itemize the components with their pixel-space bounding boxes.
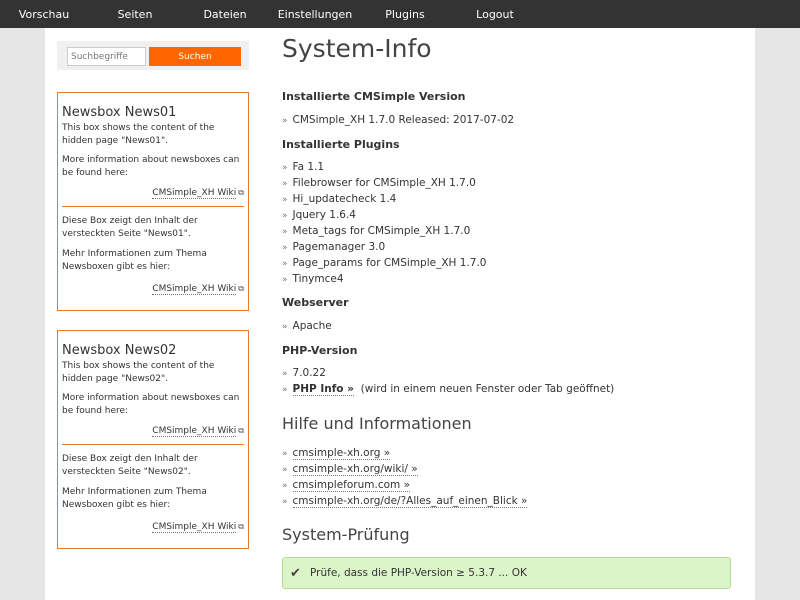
list-item: » 7.0.22 xyxy=(282,367,326,379)
check-result-text: Prüfe, dass die PHP-Version ≥ 5.3.7 ... OK xyxy=(310,567,527,579)
check-icon: ✔ xyxy=(290,566,301,581)
plugins-list xyxy=(282,159,486,287)
list-item: » Hi_updatecheck 1.4 xyxy=(282,193,397,205)
newsbox-text-de: Diese Box zeigt den Inhalt der versteckten Seite "News02". xyxy=(62,454,198,477)
external-link-icon: ⧉ xyxy=(238,522,244,531)
nav-dateien[interactable]: Dateien xyxy=(203,8,247,21)
list-item: » Fa 1.1 xyxy=(282,161,325,173)
newsbox-more-text-de: Mehr Informationen zum Thema Newsboxen gibt es hier: xyxy=(62,249,207,272)
bullet-icon: » xyxy=(282,481,288,491)
bullet-icon: » xyxy=(282,195,288,205)
wiki-link-de[interactable]: CMSimple_XH Wiki xyxy=(152,284,237,294)
list-item xyxy=(282,461,527,477)
version-list xyxy=(282,112,514,128)
system-check-heading: System-Prüfung xyxy=(282,525,410,544)
bullet-icon: » xyxy=(282,227,288,237)
newsbox-wiki-line-de xyxy=(62,520,244,534)
wiki-link-de[interactable]: CMSimple_XH Wiki xyxy=(152,522,237,532)
nav-seiten[interactable]: Seiten xyxy=(117,8,153,21)
list-item xyxy=(282,381,614,397)
help-heading: Hilfe und Informationen xyxy=(282,414,472,433)
wiki-link[interactable]: CMSimple_XH Wiki xyxy=(152,426,237,436)
help-links-list xyxy=(282,445,527,509)
top-navigation xyxy=(0,0,800,28)
nav-einstellungen[interactable]: Einstellungen xyxy=(277,8,353,21)
bullet-icon: » xyxy=(282,275,288,285)
newsbox-wiki-line xyxy=(62,424,244,438)
plugins-heading: Installierte Plugins xyxy=(282,138,400,151)
list-item xyxy=(282,477,527,493)
bullet-icon: » xyxy=(282,497,288,507)
page-title: System-Info xyxy=(282,34,432,63)
nav-plugins[interactable]: Plugins xyxy=(385,8,425,21)
page-container xyxy=(45,28,755,600)
newsbox-text: This box shows the content of the hidden page "News02". xyxy=(62,361,215,384)
system-check-result xyxy=(282,557,731,589)
newsbox-title: Newsbox News02 xyxy=(62,343,177,358)
list-item: » Meta_tags for CMSimple_XH 1.7.0 xyxy=(282,225,471,237)
nav-vorschau[interactable]: Vorschau xyxy=(18,8,70,21)
version-heading: Installierte CMSimple Version xyxy=(282,90,466,103)
bullet-icon: » xyxy=(282,385,288,395)
bullet-icon: » xyxy=(282,179,288,189)
list-item: » Pagemanager 3.0 xyxy=(282,241,386,253)
list-item: » Apache xyxy=(282,320,332,332)
help-link-forum[interactable]: cmsimpleforum.com » xyxy=(292,479,411,491)
webserver-list xyxy=(282,318,332,334)
bullet-icon: » xyxy=(282,259,288,269)
php-info-note: (wird in einem neuen Fenster oder Tab geöffnet) xyxy=(360,383,615,395)
help-link-wiki[interactable]: cmsimple-xh.org/wiki/ » xyxy=(292,463,418,475)
list-item: » CMSimple_XH 1.7.0 Released: 2017-07-02 xyxy=(282,114,515,126)
help-link-overview[interactable]: cmsimple-xh.org/de/?Alles_auf_einen_Blick » xyxy=(292,495,528,507)
newsbox-divider xyxy=(62,206,244,207)
list-item xyxy=(282,493,527,509)
wiki-link[interactable]: CMSimple_XH Wiki xyxy=(152,188,237,198)
webserver-heading: Webserver xyxy=(282,296,349,309)
newsbox-wiki-line xyxy=(62,186,244,200)
bullet-icon: » xyxy=(282,369,288,379)
bullet-icon: » xyxy=(282,116,288,126)
bullet-icon: » xyxy=(282,163,288,173)
newsbox-news02 xyxy=(57,330,249,549)
php-list xyxy=(282,365,614,397)
search-input[interactable] xyxy=(67,47,146,66)
list-item: » Tinymce4 xyxy=(282,273,344,285)
newsbox-more-text-de: Mehr Informationen zum Thema Newsboxen gibt es hier: xyxy=(62,487,207,510)
newsbox-text-de: Diese Box zeigt den Inhalt der versteckten Seite "News01". xyxy=(62,216,198,239)
newsbox-text: This box shows the content of the hidden page "News01". xyxy=(62,123,215,146)
php-heading: PHP-Version xyxy=(282,344,358,357)
list-item xyxy=(282,445,527,461)
bullet-icon: » xyxy=(282,449,288,459)
newsbox-wiki-line-de xyxy=(62,282,244,296)
newsbox-title: Newsbox News01 xyxy=(62,105,177,120)
php-info-link[interactable]: PHP Info » xyxy=(292,383,354,395)
help-link-cmsimple-xh[interactable]: cmsimple-xh.org » xyxy=(292,447,391,459)
external-link-icon: ⧉ xyxy=(238,188,244,197)
nav-logout[interactable]: Logout xyxy=(476,8,514,21)
search-form xyxy=(57,41,249,70)
list-item: » Filebrowser for CMSimple_XH 1.7.0 xyxy=(282,177,476,189)
bullet-icon: » xyxy=(282,322,288,332)
newsbox-more-text: More information about newsboxes can be found here: xyxy=(62,155,240,178)
list-item: » Page_params for CMSimple_XH 1.7.0 xyxy=(282,257,487,269)
list-item: » Jquery 1.6.4 xyxy=(282,209,356,221)
external-link-icon: ⧉ xyxy=(238,284,244,293)
newsbox-news01 xyxy=(57,92,249,311)
bullet-icon: » xyxy=(282,243,288,253)
external-link-icon: ⧉ xyxy=(238,426,244,435)
bullet-icon: » xyxy=(282,211,288,221)
newsbox-divider xyxy=(62,444,244,445)
search-button[interactable]: Suchen xyxy=(149,47,241,66)
bullet-icon: » xyxy=(282,465,288,475)
newsbox-more-text: More information about newsboxes can be found here: xyxy=(62,393,240,416)
